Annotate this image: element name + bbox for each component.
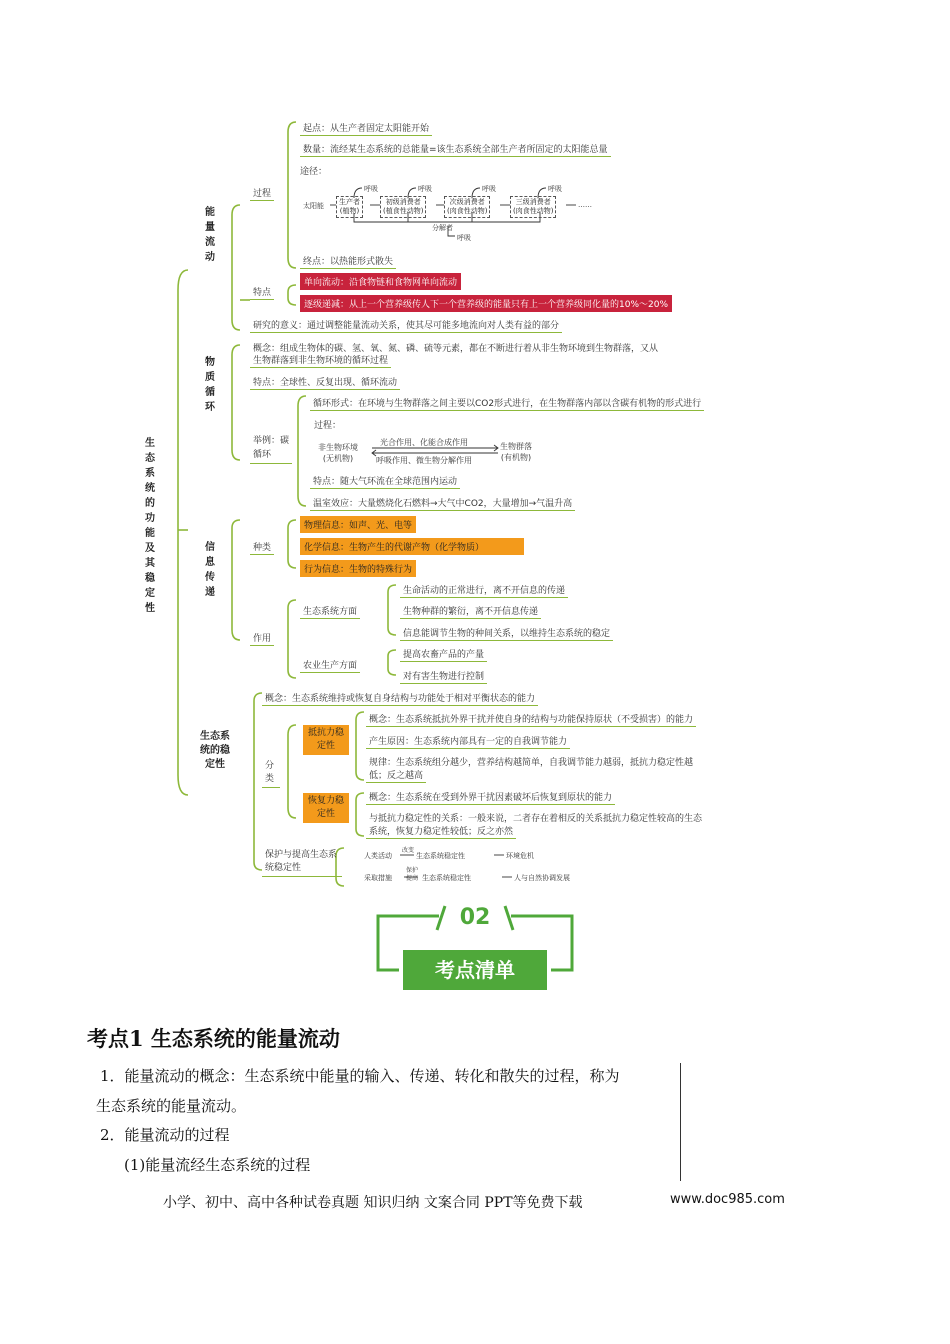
footer-url[interactable]: www.doc985.com	[670, 1192, 785, 1207]
eco-role-2: 生物种群的繁衍，离不开信息传递	[400, 604, 541, 619]
cycle-process-label: 过程：	[314, 421, 342, 431]
energy-feature-one-way: 单向流动：沿食物链和食物网单向流动	[300, 273, 461, 290]
protect-improve: 保护 提高	[406, 867, 419, 882]
eco-aspect-label: 生态系统方面	[300, 604, 360, 619]
paragraph-1: 1．能量流动的概念：生态系统中能量的输入、传递、转化和散失的过程，称为	[100, 1067, 620, 1085]
recovery-stability-label: 恢复力稳定性	[303, 793, 349, 823]
sun-label: 太阳能	[303, 202, 324, 210]
matter-title: 物质循环	[205, 357, 215, 413]
info-kinds-label: 种类	[250, 540, 274, 555]
resistance-stability-label: 抵抗力稳定性	[303, 725, 349, 755]
matter-concept-cont: 生物群落到非生物环境的循环过程	[250, 353, 391, 368]
matter-feature: 特点：全球性、反复出现、循环流动	[250, 375, 400, 390]
section-heading: 考点1 生态系统的能量流动	[87, 1026, 340, 1051]
decomposer-label: 分解者	[432, 224, 453, 232]
change-label: 改变	[402, 847, 415, 854]
stability-target: 生态系统稳定性	[416, 852, 465, 860]
respiration-label: 呼吸	[457, 234, 471, 242]
energy-path-label: 途径：	[300, 167, 328, 177]
stability-class-label: 分类	[262, 760, 280, 788]
path-dots: ……	[578, 201, 592, 209]
secondary-consumer-box: 次级消费者 (肉食性动物)	[444, 196, 490, 218]
stability-target: 生态系统稳定性	[422, 874, 471, 882]
stability-concept: 概念：生态系统维持或恢复自身结构与功能处于相对平衡状态的能力	[262, 691, 538, 706]
respiration-label: 呼吸	[418, 185, 432, 193]
energy-feature-decrease: 逐级递减：从上一个营养级传人下一个营养级的能量只有上一个营养级同化量的10%～20%	[300, 295, 672, 312]
photosynthesis-arrow-label: 光合作用、化能合成作用	[380, 438, 468, 447]
environment-crisis: 环境危机	[506, 852, 534, 860]
resistance-rule: 规律：生态系统组分越少，营养结构越简单，自我调节能力越弱，抵抗力稳定性越	[369, 758, 694, 768]
recovery-concept: 概念：生态系统在受到外界干扰因素破坏后恢复到原状的能力	[366, 790, 615, 805]
energy-feature-label: 特点	[250, 285, 274, 300]
info-title: 信息传递	[205, 542, 215, 598]
resistance-rule-cont: 低；反之越高	[366, 768, 426, 783]
paragraph-1-cont: 生态系统的能量流动。	[96, 1097, 247, 1115]
section-banner	[375, 904, 575, 996]
text-margin-line	[680, 1063, 681, 1181]
primary-consumer-box: 初级消费者 (植食性动物)	[380, 196, 426, 218]
physical-info: 物理信息：如声、光、电等	[300, 516, 416, 533]
harmony: 人与自然协调发展	[514, 874, 570, 882]
paragraph-3: (1)能量流经生态系统的过程	[124, 1156, 311, 1174]
respiration-label: 呼吸	[548, 185, 562, 193]
greenhouse-effect: 温室效应：大量燃烧化石燃料→大气中CO2，大量增加→气温升高	[310, 496, 575, 511]
chemical-info: 化学信息：生物产生的代谢产物（化学物质）	[300, 538, 524, 555]
eco-role-1: 生命活动的正常进行，离不开信息的传递	[400, 583, 568, 598]
energy-title: 能量流动	[205, 207, 215, 263]
paragraph-2: 2．能量流动的过程	[100, 1126, 230, 1144]
banner-number: 02	[459, 905, 491, 930]
recovery-relation: 与抵抗力稳定性的关系：一般来说，二者存在着相反的关系抵抗力稳定性较高的生态	[369, 814, 703, 824]
carbon-cycle-label: 举例：碳循环	[250, 434, 292, 464]
carbon-feature: 特点：随大气环流在全球范围内运动	[310, 474, 460, 489]
energy-end: 终点：以热能形式散失	[300, 254, 396, 269]
biotic-community: 生物群落 (有机物)	[500, 442, 532, 462]
human-activity: 人类活动	[364, 852, 392, 860]
recovery-relation-cont: 系统，恢复力稳定性较低；反之亦然	[366, 824, 516, 839]
tertiary-consumer-box: 三级消费者 (肉食性动物)	[510, 196, 556, 218]
agri-role-2: 对有害生物进行控制	[400, 669, 487, 684]
respiration-label: 呼吸	[364, 185, 378, 193]
footer-text: 小学、初中、高中各种试卷真题 知识归纳 文案合同 PPT等免费下载	[163, 1195, 583, 1211]
agri-aspect-label: 农业生产方面	[300, 658, 360, 673]
matter-concept: 概念：组成生物体的碳、氢、氧、氮、磷、硫等元素，都在不断进行着从非生物环境到生物群落，又从	[253, 344, 659, 354]
energy-meaning: 研究的意义：通过调整能量流动关系，使其尽可能多地流向对人类有益的部分	[250, 318, 562, 333]
banner-title: 考点清单	[403, 950, 547, 990]
root-title: 生态系统的功能及其稳定性	[145, 438, 155, 614]
producer-box: 生产者 (植物)	[336, 196, 363, 218]
energy-start: 起点：从生产者固定太阳能开始	[300, 121, 432, 136]
energy-process-label: 过程	[250, 186, 274, 201]
cycle-form: 循环形式：在环境与生物群落之间主要以CO2形式进行，在生物群落内部以含碳有机物的形式进行	[310, 396, 704, 411]
energy-amount: 数量：流经某生态系统的总能量=该生态系统全部生产者所固定的太阳能总量	[300, 142, 611, 157]
protect-label: 保护与提高生态系统稳定性	[262, 849, 342, 877]
abiotic-environment: 非生物环境 (无机物)	[318, 443, 358, 463]
respiration-arrow-label: 呼吸作用、微生物分解作用	[376, 456, 472, 465]
eco-role-3: 信息能调节生物的种间关系，以维持生态系统的稳定	[400, 626, 613, 641]
resistance-concept: 概念：生态系统抵抗外界干扰并使自身的结构与功能保持原状（不受损害）的能力	[366, 712, 696, 727]
take-measures: 采取措施	[364, 874, 392, 882]
respiration-label: 呼吸	[482, 185, 496, 193]
agri-role-1: 提高农畜产品的产量	[400, 647, 487, 662]
stability-title: 生态系统的稳定性	[200, 731, 230, 770]
behavioral-info: 行为信息：生物的特殊行为	[300, 560, 416, 577]
resistance-cause: 产生原因：生态系统内部具有一定的自我调节能力	[366, 734, 570, 749]
info-role-label: 作用	[250, 631, 274, 646]
